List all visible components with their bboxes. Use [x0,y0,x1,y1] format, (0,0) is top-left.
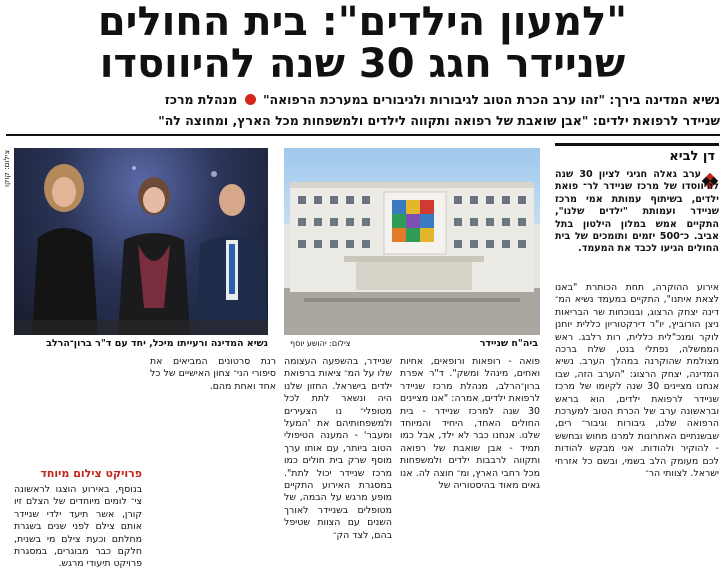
hospital-building-illustration [284,148,540,335]
article-column-4: רנת סרטונים המביאים את סיפורי הני־ צחון האישיים של כל אחד ואחת מהם. [150,356,276,392]
article-column-1: אירוע ההוקרה, תחת הכותרת "באנו לצאת איתנו", התקיים במעמד נשיא המ־ דינה יצחק הרצוג, ובנוכחות שר הבריאות ניצן הורוביץ, יו"ר דירקטוריון כללית יוחנן לוקר ומנכ"לית כללית, רות רלבג. ראש הממשלה, נפתלי בנט, שלח ברכה מצולמת שהוקרנה במהלך הערב. נשיא המדינה, יצחק הרצוג: "הערב הזה, שבו אנחנו מציינים 30 שנה לקיומו של מרכז שניידר לרפואת ילדים, הוא בראש ובראשונה ערב של הכרת הטוב למערכת הרפואה שלנו, גיבורות וגיבור־ רים, שבשנתיים האחרונות למרנו מחוש ובחשש - להוקיר ולהודות. אני מבקש להודות לכם מעומק הלב בשמי, ובשם כל אזרחי ישראל. לצוותי הר־ [555,282,720,480]
article-lead: ערב גאלה חגיגי לציון 30 שנה להיווסדו של מרכז שניידר לר־ פואת ילדים, בשיתוף עמותת אמי מרכז שניידר ועמותת "ילדים שלנו", התקיים אמש במלון הילטון בתל אביב. כ־500 יזמים ותומכים של בית החולים הגיעו לכבד את המעמד. [555,169,719,255]
article-column-2: פואה - רופאות ורופאים, אחיות ואחים, מינהל ומשק". ד"ר אפרת ברון־הרלב, מנהלת מרכז שניידר לרפואת ילדים, אמרה: "אנו מציינים 30 שנה למרכז שניידר - בית החולים האחד, היחיד והמיוחד שלנו. אנחנו כבר לא ילד, אבל כמו תמיד - אבן שואבת של רפואה ותקווה לרבבות ילדים ולמשפחות מכל רחבי הארץ, ומ־ חוצה לה. אנו גאים מאוד בהיסטוריה של [400,356,540,492]
hospital-caption-text: ביה"ח שניידר [479,338,538,349]
headline-divider [6,134,720,136]
hospital-caption [290,338,538,349]
subheadline-line-1 [6,92,720,108]
event-people-photo [14,148,268,335]
subheadline-line-2: שניידר לרפואת ילדים: "אבן שואבת של רפואה ותקווה לילדים ולמשפחות מכל הארץ, ומחוצה לה" [158,113,720,128]
people-caption: נשיא המדינה ורעייתו מיכל, יחד עם ד"ר ברון־הרלב [46,338,268,349]
article-column-3: שניידר, בהשפעה העצומה שלו על המ־ ציאות ברפואת ילדים בישראל. החזון שלנו היה ונשאר לתת לכל מטופלי־ נו הצעירים ולמשפחותיהם את 'המעל ומעבר' - המענה הטיפולי הטוב ביותר, עם אותו ערך מוסף שרק בית חולים כמו מרכז שניידר יכול לתת". במסגרת האירוע התקיים מופע מרגש על הבמה, של מטופלים בשניידר לאורך השנים עם הצוות שטיפל בהם, לצד הק־ [284,356,392,541]
people-photo-credit: צילום: קוקו [2,150,11,188]
byline: דן לביא [555,143,719,165]
subheadline-quote-director: מנהלת מרכז [164,92,238,107]
bullet-dot-icon [245,94,256,105]
headline-line-2: שניידר חגג 30 שנה להיווסדו [99,41,626,87]
event-people-illustration [14,148,268,335]
headline-line-1: "למעון הילדים": בית החולים [97,0,628,45]
subheadline-quote-president: נשיא המדינה בירך: "זהו ערב הכרת הטוב לגיבורות ולגיבורים במערכת הרפואה" [262,92,720,107]
hospital-photo-credit: צילום: יהושע יוסף [290,339,351,348]
article-column-5: בנוסף, באירוע הוצגו לראשונה צי־ לומים מיוחדים של הצלם זיו קורן, אשר תיעד ילדי שניידר אותם צילם לפני שנים בשגרת מחלתם וכעת צילם מי בשנית, חלקם כבר מבוגרים, במסגרת פרויקט תיעודי מרגש. [14,484,142,570]
photo-project-subheading: פרויקט צילום מיוחד [40,467,142,480]
hospital-photo [284,148,540,335]
